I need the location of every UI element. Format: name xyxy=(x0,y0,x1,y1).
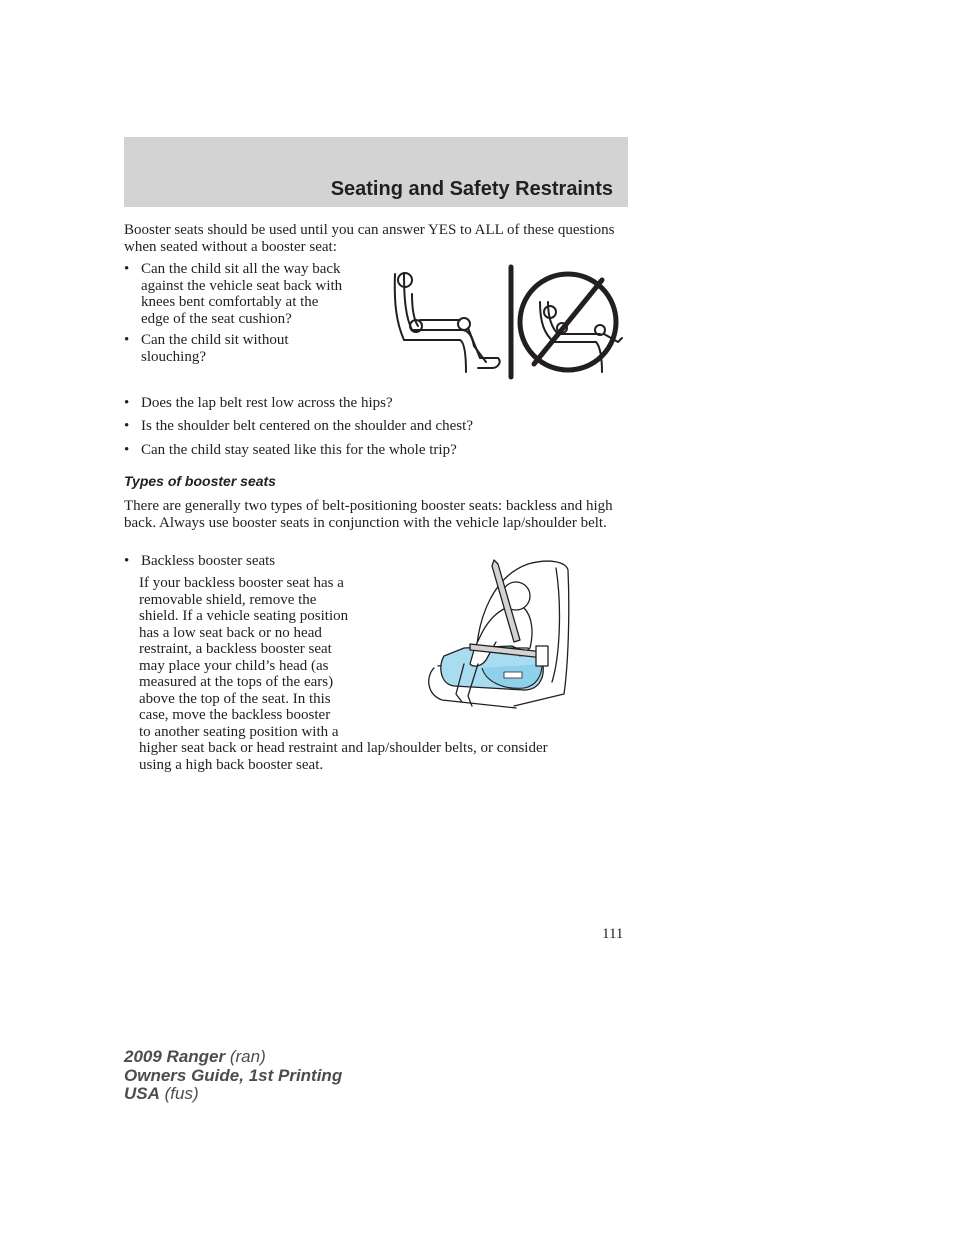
page-number: 111 xyxy=(602,926,624,942)
section-heading: Types of booster seats xyxy=(124,473,276,489)
list-item: • Is the shoulder belt centered on the shoulder and chest? xyxy=(124,418,473,434)
list-item: • Backless booster seats xyxy=(124,553,276,569)
list-item: • Does the lap belt rest low across the hips? xyxy=(124,395,393,411)
bullet-icon: • xyxy=(124,261,130,277)
list-item: • Can the child sit all the way back against the vehicle seat back with knees bent comfortably at the edge of the seat cushion? xyxy=(124,261,343,327)
bullet-icon: • xyxy=(124,418,130,434)
backless-booster-paragraph: If your backless booster seat has a removable shield, remove the shield. If a vehicle seating position has a low seat back or no head restraint, a backless booster seat may place your child’s head (as measured at the tops of the ears) above the top of the seat. In this case, move the backless booster to another seating position with a higher seat back or head restraint and lap/shoulder belts, or consider using a high back booster seat. xyxy=(139,575,548,773)
list-item: • Can the child stay seated like this for the whole trip? xyxy=(124,442,457,458)
page-title: Seating and Safety Restraints xyxy=(330,178,613,200)
header-band xyxy=(124,137,628,207)
list-item: • Can the child sit without slouching? xyxy=(124,332,289,365)
bullet-icon: • xyxy=(124,395,130,411)
bullet-icon: • xyxy=(124,442,130,458)
backless-booster-illustration xyxy=(424,556,574,714)
bullet-icon: • xyxy=(124,332,130,348)
intro-paragraph: Booster seats should be used until you can answer YES to ALL of these questions when seated without a booster seat: xyxy=(124,222,615,255)
document-footer: 2009 Ranger (ran) Owners Guide, 1st Printing USA (fus) xyxy=(124,1047,343,1103)
seating-posture-illustration xyxy=(390,262,630,382)
bullet-icon: • xyxy=(124,553,130,569)
section-intro-paragraph: There are generally two types of belt-positioning booster seats: backless and high back. Always use booster seats in conjunction with the vehicle lap/shoulder belt. xyxy=(124,498,613,531)
